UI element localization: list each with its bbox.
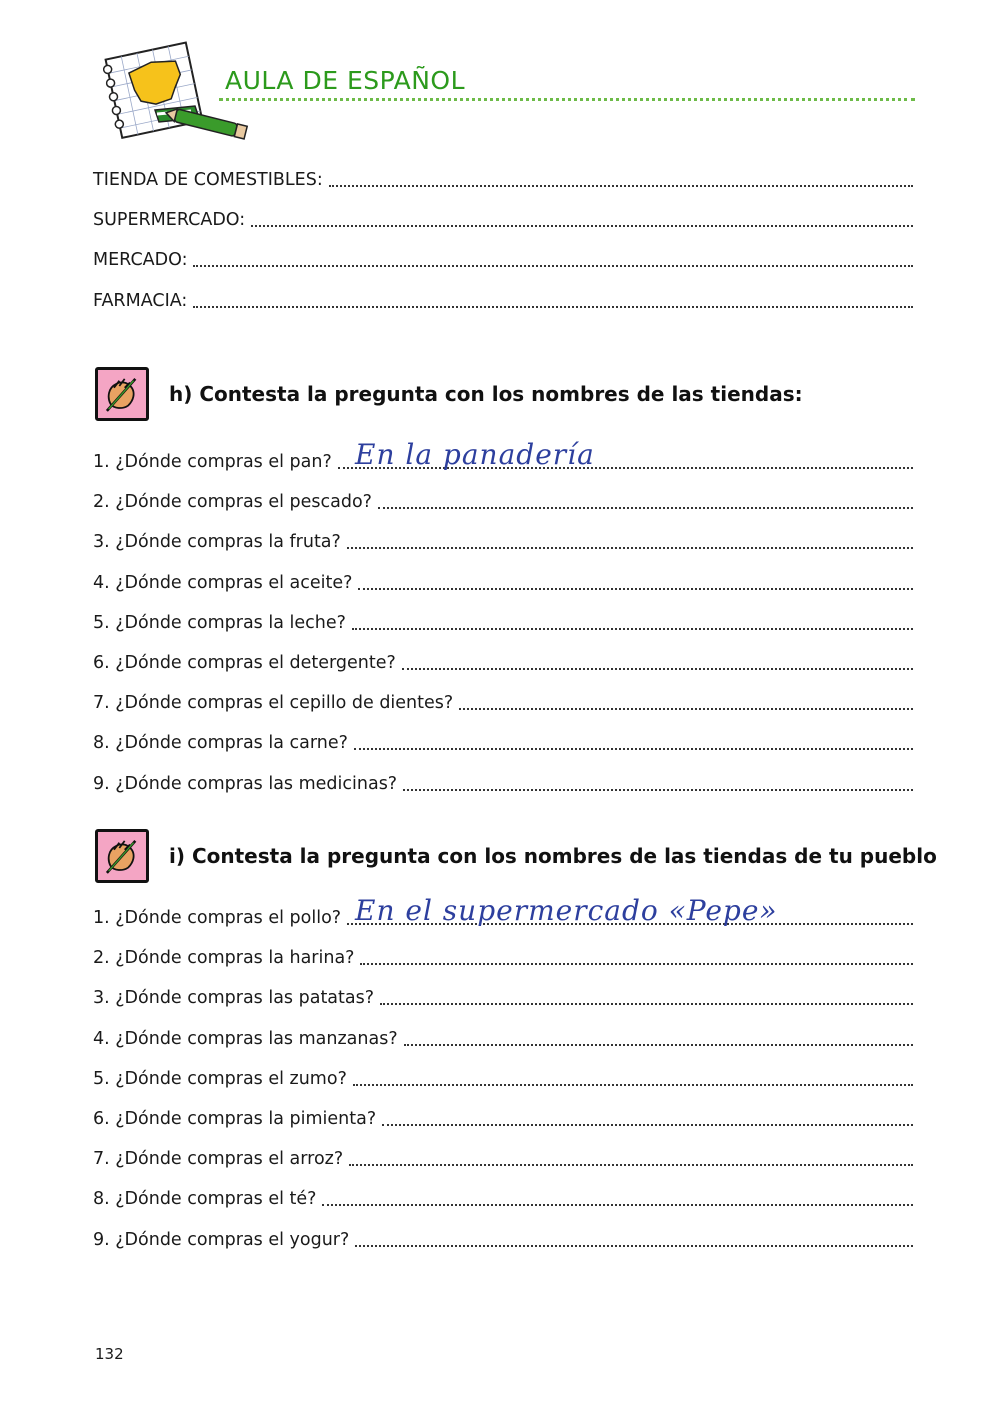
question-row (93, 1179, 913, 1219)
question-row (93, 1059, 913, 1099)
answer-line[interactable] (251, 225, 913, 227)
answer-line[interactable] (193, 265, 913, 267)
section-h-header (95, 367, 803, 421)
section-i-questions (93, 894, 913, 1260)
shop-label: SUPERMERCADO: (93, 210, 246, 231)
answer-line[interactable] (402, 668, 913, 670)
question-text: 2. ¿Dónde compras la harina? (93, 948, 355, 969)
question-text: 4. ¿Dónde compras el aceite? (93, 572, 353, 593)
section-h-title: h) Contesta la pregunta con los nombres de las tiendas: (169, 382, 803, 406)
question-row (93, 894, 913, 938)
answer-line[interactable] (354, 748, 913, 750)
question-row (93, 938, 913, 978)
shop-label: MERCADO: (93, 250, 188, 271)
handwritten-answer: En la panadería (355, 438, 595, 471)
answer-line[interactable] (329, 185, 913, 187)
question-row (93, 1099, 913, 1139)
answer-line[interactable] (404, 1044, 913, 1046)
question-row (93, 438, 913, 482)
question-text: 8. ¿Dónde compras la carne? (93, 733, 348, 754)
answer-line[interactable] (459, 708, 913, 710)
header-dotted-rule (219, 98, 915, 101)
answer-line[interactable] (347, 547, 913, 549)
shop-label: TIENDA DE COMESTIBLES: (93, 170, 323, 191)
shop-line (93, 200, 913, 240)
handwritten-answer: En el supermercado «Pepe» (355, 894, 778, 927)
answer-line[interactable] (349, 1164, 913, 1166)
writing-hand-icon (95, 367, 149, 421)
question-text: 1. ¿Dónde compras el pan? (93, 452, 332, 473)
question-text: 9. ¿Dónde compras las medicinas? (93, 773, 398, 794)
question-row (93, 482, 913, 522)
answer-line[interactable] (380, 1003, 913, 1005)
question-row (93, 1139, 913, 1179)
question-row (93, 683, 913, 723)
answer-line[interactable] (358, 588, 913, 590)
question-row (93, 764, 913, 804)
page-header (95, 40, 920, 145)
question-text: 5. ¿Dónde compras el zumo? (93, 1068, 347, 1089)
question-text: 8. ¿Dónde compras el té? (93, 1189, 317, 1210)
answer-line[interactable] (382, 1124, 913, 1126)
question-text: 2. ¿Dónde compras el pescado? (93, 492, 372, 513)
question-row (93, 1019, 913, 1059)
answer-line[interactable] (322, 1204, 913, 1206)
answer-line[interactable] (378, 507, 913, 509)
question-text: 6. ¿Dónde compras el detergente? (93, 653, 396, 674)
question-text: 3. ¿Dónde compras la fruta? (93, 532, 341, 553)
shop-definitions (93, 160, 913, 321)
question-row (93, 723, 913, 763)
answer-line[interactable] (403, 789, 913, 791)
writing-hand-icon (95, 829, 149, 883)
section-i-header (95, 829, 937, 883)
question-row (93, 643, 913, 683)
answer-line[interactable] (355, 1245, 913, 1247)
question-row (93, 522, 913, 562)
question-text: 6. ¿Dónde compras la pimienta? (93, 1109, 377, 1130)
question-row (93, 1220, 913, 1260)
answer-line[interactable] (353, 1084, 913, 1086)
question-text: 7. ¿Dónde compras el arroz? (93, 1149, 344, 1170)
section-h-questions (93, 438, 913, 804)
brand-title: AULA DE ESPAÑOL (225, 66, 465, 95)
question-text: 4. ¿Dónde compras las manzanas? (93, 1028, 398, 1049)
section-i-title: i) Contesta la pregunta con los nombres de las tiendas de tu pueblo (169, 844, 937, 868)
shop-line (93, 240, 913, 280)
question-text: 7. ¿Dónde compras el cepillo de dientes? (93, 693, 454, 714)
shop-line (93, 160, 913, 200)
question-row (93, 603, 913, 643)
shop-label: FARMACIA: (93, 290, 188, 311)
question-row (93, 978, 913, 1018)
page-number: 132 (95, 1345, 124, 1363)
question-text: 1. ¿Dónde compras el pollo? (93, 908, 342, 929)
answer-line[interactable] (193, 306, 913, 308)
question-text: 9. ¿Dónde compras el yogur? (93, 1229, 350, 1250)
question-text: 5. ¿Dónde compras la leche? (93, 612, 346, 633)
answer-line[interactable] (352, 628, 913, 630)
shop-line (93, 281, 913, 321)
question-row (93, 563, 913, 603)
question-text: 3. ¿Dónde compras las patatas? (93, 988, 375, 1009)
answer-line[interactable] (360, 963, 913, 965)
